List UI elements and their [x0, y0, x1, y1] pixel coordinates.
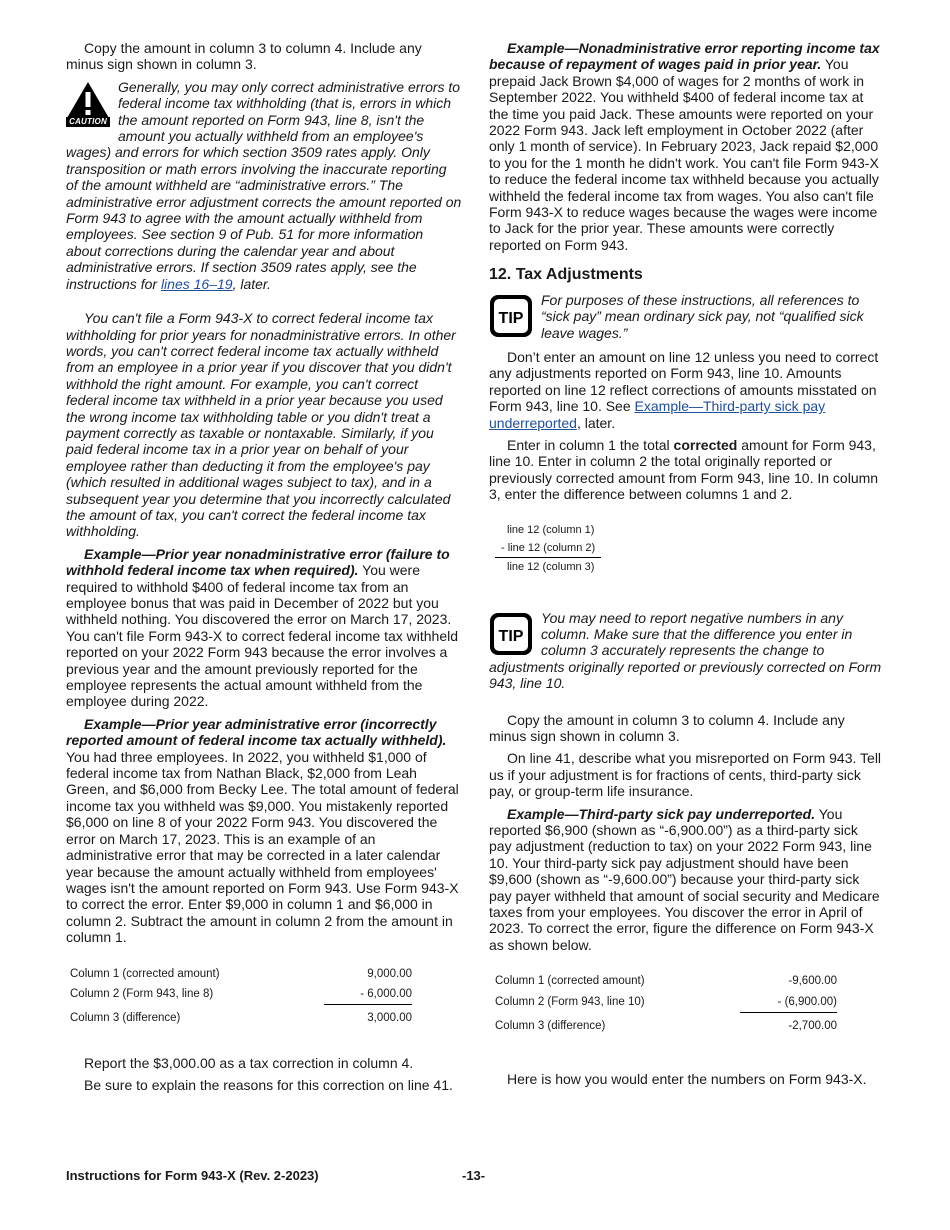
example-body: You were required to withhold $400 of federal income tax from an employee bonus that was paid in December of 2022 but you withheld nothing. You discovered the error on March 17, 2023. You can't file Form 943-X to correct federal income tax withheld reported on your 2022 Form 943 because the error involves a previous year and the amount previously reported for the employee represents the actual amount withheld from the employee during 2022. — [66, 562, 459, 710]
line-12-column-3: line 12 (column 3) — [507, 560, 595, 573]
row-label: Column 2 (Form 943, line 10) — [495, 995, 645, 1008]
tip-text: You may need to report negative numbers in any column. Make sure that the difference you enter in column 3 accurately represents the change to adjustments originally reported or previously corrected on Form 943, line 10. — [489, 609, 882, 692]
paragraph-text-end: amount for Form 943, line 10. Enter in column 2 the total originally reported or previously corrected amount from Form 943, line 10. In column 3, enter the difference between columns 1 and 2. — [489, 436, 879, 503]
table-row — [70, 1005, 412, 1029]
tip-note — [489, 292, 883, 341]
row-value: - 6,000.00 — [324, 984, 412, 1005]
line-12-worksheet — [495, 521, 883, 576]
line-12-column-1: line 12 (column 1) — [507, 523, 595, 536]
example-body: You prepaid Jack Brown $4,000 of wages for 2 months of work in September 2022. You withheld $400 of federal income tax at the time you paid Jack. These amounts were reported on your 2022 Form 943. Jack left employment in October 2022 (after only 1 month of service). In February 2023, Jack repaid $2,000 to you for the 1 month he didn't work. You can't file Form 943-X to reduce the federal income tax withheld because you actually withheld the federal income tax from wages. You also can't file Form 943-X to reduce wages because the wages were income to Jack for the prior year. These amounts were correctly reported on Form 943. — [489, 56, 879, 253]
left-column — [66, 40, 462, 1100]
cant-file-paragraph: You can't file a Form 943-X to correct federal income tax withholding for prior years for nonadministrative errors. In other words, you can't correct federal income tax actually withheld from an employee in a prior year if you discover that you didn't withhold the right amount. For example, you can't correct federal income tax withheld in a prior year because you used the wrong income tax withholding table or you didn't treat a payment correctly as taxable or nontaxable. Similarly, if you paid federal income tax in a prior year on behalf of your employee rather than deducting it from the employee's pay (which resulted in additional wages subject to tax), and in a subsequent year you determine that you incorrectly calculated the amount of tax, you can't correct the federal income tax withholding. — [66, 310, 456, 540]
paragraph-text: Enter in column 1 the total — [507, 436, 674, 453]
caution-icon — [66, 81, 110, 127]
report-correction: Report the $3,000.00 as a tax correction in column 4. — [84, 1054, 414, 1071]
table-row — [495, 1013, 837, 1037]
tip-label: TIP — [498, 627, 524, 645]
example-title: Example—Prior year nonadministrative error (failure to withhold federal income tax when required). — [66, 545, 450, 579]
example-title: Example—Third-party sick pay underreported. — [507, 805, 816, 822]
tip-icon — [489, 612, 533, 656]
row-label: Column 2 (Form 943, line 8) — [70, 988, 214, 1001]
example-third-party-sick-pay — [489, 806, 883, 954]
example-body: You had three employees. In 2022, you withheld $1,000 of federal income tax from Nathan Black, $2,000 from Leah Green, and $6,000 from Becky Lee. The total amount of federal income tax you withheld was $9,000. You mistakenly reported $6,000 on line 8 of your 2022 Form 943. You discovered the error on March 17, 2023. This is an example of an administrative error that may be corrected in a later calendar year because the amount actually withheld from employees' wages isn't the amount reported on Form 943. Use Form 943-X to correct the error. Enter $9,000 in column 1 and $6,000 in column 2. Subtract the amount in column 2 from the amount in column 1. — [66, 748, 459, 946]
table-row — [495, 971, 837, 991]
enter-column-paragraph — [489, 437, 883, 503]
corrected-emphasis: corrected — [673, 436, 738, 453]
example-repayment-of-wages — [489, 40, 883, 253]
lines-16-19-link[interactable]: lines 16–19 — [160, 275, 233, 292]
copy-instruction: Copy the amount in column 3 to column 4. Include any minus sign shown in column 3. — [66, 40, 422, 73]
caution-label: CAUTION — [66, 117, 110, 127]
caution-text: Generally, you may only correct administrative errors to federal income tax withholding (that is, errors in which the amount reported on Form 943, line 8, isn't the amount you actually withheld from an employee's wages) and errors for which section 3509 rates apply. Only transposition or math errors involving the inaccurate reporting of the amount withheld are “administrative errors.” The administrative error adjustment corrects the amount reported on Form 943 to agree with the amount actually withheld from employees. See section 9 of Pub. 51 for more information about corrections during the calendar year and about administrative errors. If section 3509 rates apply, see the instructions for — [66, 78, 462, 292]
example-title: Example—Nonadministrative error reporting income tax because of repayment of wages paid in prior year. — [489, 40, 880, 73]
page-footer — [66, 1168, 886, 1183]
example-title: Example—Prior year administrative error (incorrectly reported amount of federal income tax actually withheld). — [66, 715, 447, 749]
line-12-column-2: - line 12 (column 2) — [495, 539, 601, 558]
tip-icon — [489, 294, 533, 338]
paragraph-text-end: , later. — [576, 414, 616, 431]
explain-on-line-41: Be sure to explain the reasons for this correction on line 41. — [84, 1077, 453, 1094]
row-value: 9,000.00 — [367, 967, 412, 980]
example-body: You reported $6,900 (shown as “-6,900.00”) as a third-party sick pay adjustment (reduction to tax) on your 2022 Form 943, line 10. Your third-party sick pay adjustment should have been $9,600 (shown as “-9,600.00”) because your third-party sick pay payer withheld that amount of social security and Medicare taxes from your employees. You discover the error in April of 2023. To correct the error, figure the difference on Form 943-X as shown below. — [489, 805, 880, 953]
row-value: -9,600.00 — [788, 975, 837, 988]
row-value: - (6,900.00) — [740, 992, 837, 1013]
admin-error-calculation-table — [70, 964, 412, 1029]
row-label: Column 3 (difference) — [495, 1019, 606, 1032]
caution-text-end: , later. — [232, 275, 271, 292]
section-heading-tax-adjustments: 12. Tax Adjustments — [489, 266, 643, 284]
tip-label: TIP — [498, 309, 524, 327]
here-is-how: Here is how you would enter the numbers on Form 943-X. — [507, 1070, 867, 1087]
right-column — [489, 40, 883, 1093]
sick-pay-calculation-table — [495, 971, 837, 1036]
row-label: Column 1 (corrected amount) — [495, 975, 645, 988]
tip-note-negative-numbers — [489, 610, 883, 692]
copy-instruction: Copy the amount in column 3 to column 4. Include any minus sign shown in column 3. — [489, 711, 845, 744]
row-label: Column 1 (corrected amount) — [70, 967, 220, 980]
paragraph-text: Don’t enter an amount on line 12 unless you need to correct any adjustments reported on Form 943, line 10. Amounts reported on line 12 reflect corrections of amounts misstated on Form 943, line 10. See — [489, 348, 879, 415]
third-party-sick-pay-link[interactable]: Example—Third-party sick pay underreported — [489, 398, 826, 431]
table-row — [70, 984, 412, 1005]
example-admin-error — [66, 716, 462, 946]
caution-note — [66, 79, 462, 292]
footer-title: Instructions for Form 943-X (Rev. 2-2023) — [66, 1168, 319, 1183]
example-failure-to-withhold — [66, 546, 462, 710]
table-row — [70, 964, 412, 984]
table-row — [495, 992, 837, 1013]
row-value: -2,700.00 — [788, 1020, 837, 1033]
row-label: Column 3 (difference) — [70, 1012, 181, 1025]
line-41-instruction: On line 41, describe what you misreported on Form 943. Tell us if your adjustment is for fractions of cents, third-party sick pay, or group-term life insurance. — [489, 750, 882, 800]
page-number: -13- — [462, 1168, 486, 1183]
warning-triangle-icon — [66, 81, 110, 119]
row-value: 3,000.00 — [367, 1012, 412, 1025]
tip-text: For purposes of these instructions, all references to “sick pay” mean ordinary sick pay, not “qualified sick leave wages.” — [541, 291, 864, 341]
dont-enter-paragraph — [489, 349, 883, 431]
